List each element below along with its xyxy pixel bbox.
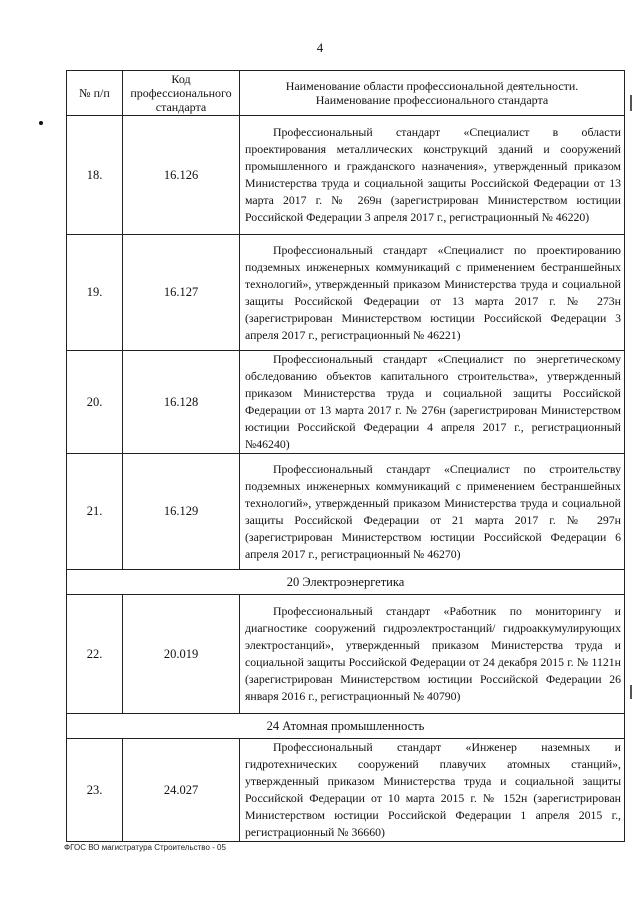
table-row <box>67 739 625 842</box>
standard-description <box>240 116 625 235</box>
standard-text: Профессиональный стандарт «Специалист по проектированию подземных инженерных коммуникаций с применением бестраншейных технологий», утвержденный приказом Министерства труда и социальной защиты Российской Федерации от 13 марта 2017 г. № 273н (зарегистрирован Министерством юстиции Российской Федерации 3 апреля 2017 г., регистрационный № 46221) <box>245 242 621 342</box>
row-number: 23. <box>67 739 123 842</box>
row-number: 20. <box>67 351 123 454</box>
table-row <box>67 235 625 351</box>
row-number: 19. <box>67 235 123 351</box>
scan-edge-mark <box>630 95 632 111</box>
section-heading-atomic-industry: 24 Атомная промышленность <box>67 714 625 739</box>
standard-text: Профессиональный стандарт «Специалист по строительству подземных инженерных коммуникаций с применением бестраншейных технологий», утвержденный приказом Министерства труда и социальной защиты Российской Федерации от 21 марта 2017 г. № 297н (зарегистрирован Министерством юстиции Российской Федерации 6 апреля 2017 г., регистрационный № 46270) <box>245 461 621 561</box>
row-number: 22. <box>67 595 123 714</box>
standard-text: Профессиональный стандарт «Инженер наземных и гидротехнических сооружений плавучих атомных станций», утвержденный приказом Министерства труда и социальной защиты Российской Федерации от 10 марта 2015 г. № 152н (зарегистрирован Министерством юстиции Российской Федерации 1 апреля 2015 г., регистрационный № 36660) <box>245 740 621 839</box>
standard-code: 16.128 <box>123 351 240 454</box>
standard-text: Профессиональный стандарт «Специалист по энергетическому обследованию объектов капитального строительства», утвержденный приказом Министерства труда и социальной защиты Российской Федерации от 13 марта 2017 г. № 276н (зарегистрирован Министерством юстиции Российской Федерации 4 апреля 2017 г., регистрационный №46240) <box>245 352 621 451</box>
standard-code: 24.027 <box>123 739 240 842</box>
professional-standards-table <box>66 70 625 842</box>
standard-description <box>240 235 625 351</box>
standard-code: 20.019 <box>123 595 240 714</box>
standard-description <box>240 351 625 454</box>
standard-text: Профессиональный стандарт «Работник по мониторингу и диагностике сооружений гидроэлектростанций/ гидроаккумулирующих электростанций», утвержденный приказом Министерства труда и социальной защиты Российской Федерации от 24 декабря 2015 г. № 1121н (зарегистрирован Министерством юстиции Российской Федерации 26 января 2016 г., регистрационный № 40790) <box>245 604 621 703</box>
table-row <box>67 454 625 570</box>
table-header-row <box>67 71 625 116</box>
row-number: 18. <box>67 116 123 235</box>
section-row <box>67 714 625 739</box>
section-row <box>67 570 625 595</box>
standard-code: 16.126 <box>123 116 240 235</box>
margin-dot <box>39 121 43 125</box>
table-row <box>67 116 625 235</box>
table-row <box>67 595 625 714</box>
row-number: 21. <box>67 454 123 570</box>
section-heading-electroenergetics: 20 Электроэнергетика <box>67 570 625 595</box>
footer-note: ФГОС ВО магистратура Строительство - 05 <box>64 843 226 852</box>
header-name: Наименование области профессиональной деятельности. Наименование профессионального стандарта <box>240 71 625 116</box>
standard-code: 16.129 <box>123 454 240 570</box>
table-row <box>67 351 625 454</box>
scan-edge-mark <box>630 685 632 699</box>
standard-description <box>240 739 625 842</box>
standard-description <box>240 454 625 570</box>
standard-code: 16.127 <box>123 235 240 351</box>
page-number: 4 <box>316 40 324 55</box>
standard-text: Профессиональный стандарт «Специалист в области проектирования металлических конструкций зданий и сооружений промышленного и гражданского назначения», утвержденный приказом Министерства труда и социальной защиты Российской Федерации от 13 марта 2017 г. № 269н (зарегистрирован Министерством юстиции Российской Федерации 3 апреля 2017 г., регистрационный № 46220) <box>245 125 621 224</box>
header-num: № п/п <box>67 71 123 116</box>
standard-description <box>240 595 625 714</box>
header-code: Код профессионального стандарта <box>123 71 240 116</box>
